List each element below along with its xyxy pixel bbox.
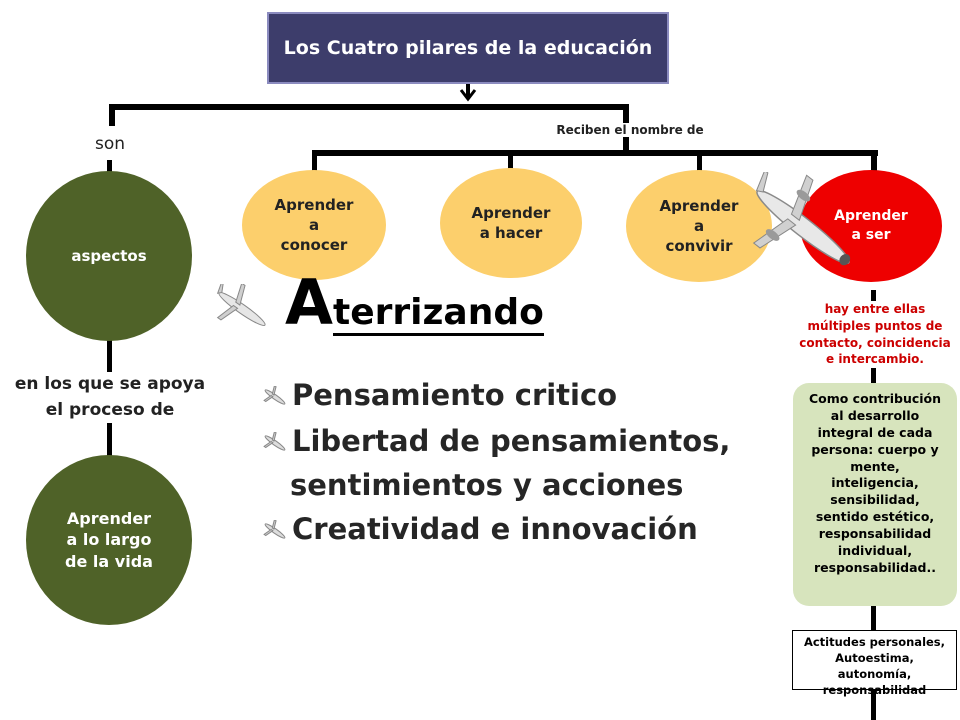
relationship-note: hay entre ellas múltiples puntos de contacto, coincidencia e intercambio. (795, 301, 955, 368)
pillar-label: Aprender a hacer (471, 203, 551, 242)
connector-label-apoya: en los que se apoya el proceso de (0, 372, 220, 423)
pillar-label: Aprender a convivir (659, 196, 739, 256)
pillar-label: Aprender a ser (834, 208, 908, 243)
connector-label-reciben: Reciben el nombre de (540, 123, 720, 137)
bullet-item (262, 512, 698, 547)
overlay-heading (285, 266, 544, 339)
connector-pillars-horizontal (312, 150, 878, 156)
contribution-text: Como contribución al desarrollo integral de cada persona: cuerpo y mente, inteligencia, sensibilidad, sentido estético, responsabilidad individual, responsabilidad.. (808, 391, 942, 575)
aspectos-circle (26, 171, 192, 341)
bullet-item (262, 378, 617, 413)
airplane-icon (262, 386, 288, 408)
airplane-icon (738, 172, 868, 286)
heading-rest: terrizando (333, 292, 544, 336)
diagram-title: Los Cuatro pilares de la educación (267, 12, 669, 84)
bullet-continuation: sentimientos y acciones (290, 468, 684, 502)
connector-label-son: son (94, 134, 126, 154)
attitudes-box (792, 630, 957, 698)
connector-left-drop (109, 104, 115, 126)
bullet-item (262, 424, 730, 459)
airplane-icon (210, 284, 274, 338)
attitudes-text: Actitudes personales, Autoestima, autonomía, responsabilidad (803, 635, 946, 698)
heading-initial: A (285, 266, 333, 339)
pillar-aprender-hacer (440, 168, 582, 278)
bullet-text: Pensamiento critico (292, 378, 618, 412)
lifelong-learning-circle (26, 455, 192, 625)
connector-main-horizontal (109, 104, 629, 110)
airplane-icon (262, 520, 288, 542)
lifelong-learning-label: Aprender a lo largo de la vida (65, 508, 153, 571)
pillar-label: Aprender a conocer (274, 195, 354, 255)
pillar-aprender-conocer (242, 170, 386, 280)
aspectos-label: aspectos (71, 246, 147, 265)
bullet-text: Creatividad e innovación (292, 512, 698, 546)
airplane-icon (262, 432, 288, 454)
bullet-text: Libertad de pensamientos, (292, 424, 731, 458)
contribution-box (793, 383, 957, 606)
